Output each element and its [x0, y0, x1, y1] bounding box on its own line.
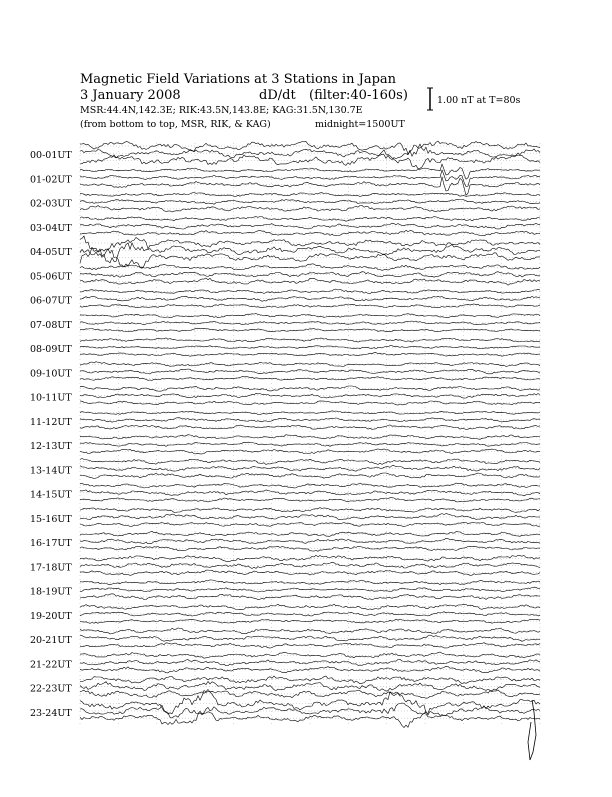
trace-15-16UT-RIK [80, 514, 540, 520]
trace-12-13UT-RIK [80, 442, 540, 446]
hour-label-14-15UT: 14-15UT [30, 489, 72, 501]
hour-label-15-16UT: 15-16UT [30, 513, 72, 525]
hour-label-21-22UT: 21-22UT [30, 659, 72, 671]
hour-label-00-01UT: 00-01UT [30, 150, 72, 161]
trace-spike-end [528, 700, 536, 760]
hour-label-05-06UT: 05-06UT [30, 271, 72, 283]
chart-midnight: midnight=1500UT [315, 119, 405, 130]
trace-17-18UT-MSR [80, 570, 540, 575]
hour-label-20-21UT: 20-21UT [30, 635, 72, 646]
hour-label-23-24UT: 23-24UT [30, 707, 72, 719]
chart-quantity: dD/dt [259, 88, 296, 103]
trace-04-05UT-KAG [80, 236, 540, 252]
chart-filter: (filter:40-160s) [309, 88, 408, 103]
hour-label-07-08UT: 07-08UT [30, 319, 72, 331]
chart-order-note: (from bottom to top, MSR, RIK, & KAG) [80, 119, 271, 130]
hour-label-01-02UT: 01-02UT [30, 174, 72, 186]
scale-bar [427, 88, 521, 110]
hour-label-16-17UT: 16-17UT [30, 538, 72, 549]
scale-bar-label: 1.00 nT at T=80s [437, 95, 521, 106]
chart-title: Magnetic Field Variations at 3 Stations in Japan [80, 72, 397, 87]
hour-label-08-09UT: 08-09UT [30, 344, 72, 355]
hour-label-22-23UT: 22-23UT [30, 683, 72, 695]
trace-22-23UT-RIK [80, 682, 540, 692]
chart-date: 3 January 2008 [80, 88, 181, 103]
hour-label-11-12UT: 11-12UT [30, 416, 72, 428]
trace-01-02UT-RIK [80, 170, 540, 187]
hour-label-19-20UT: 19-20UT [30, 610, 72, 622]
hour-label-17-18UT: 17-18UT [30, 562, 72, 574]
hour-label-18-19UT: 18-19UT [30, 586, 72, 598]
hour-label-09-10UT: 09-10UT [30, 368, 72, 380]
hour-label-03-04UT: 03-04UT [30, 222, 72, 234]
chart-stations: MSR:44.4N,142.3E; RIK:43.5N,143.8E; KAG:31.5N,130.7E [80, 105, 363, 116]
hour-label-04-05UT: 04-05UT [30, 247, 72, 258]
hour-labels [30, 150, 72, 719]
hour-label-10-11UT: 10-11UT [30, 392, 72, 404]
hour-label-12-13UT: 12-13UT [30, 441, 72, 452]
hour-label-13-14UT: 13-14UT [30, 465, 72, 477]
hour-label-06-07UT: 06-07UT [30, 295, 72, 307]
chart-grid [80, 143, 540, 725]
hour-label-02-03UT: 02-03UT [30, 198, 72, 210]
